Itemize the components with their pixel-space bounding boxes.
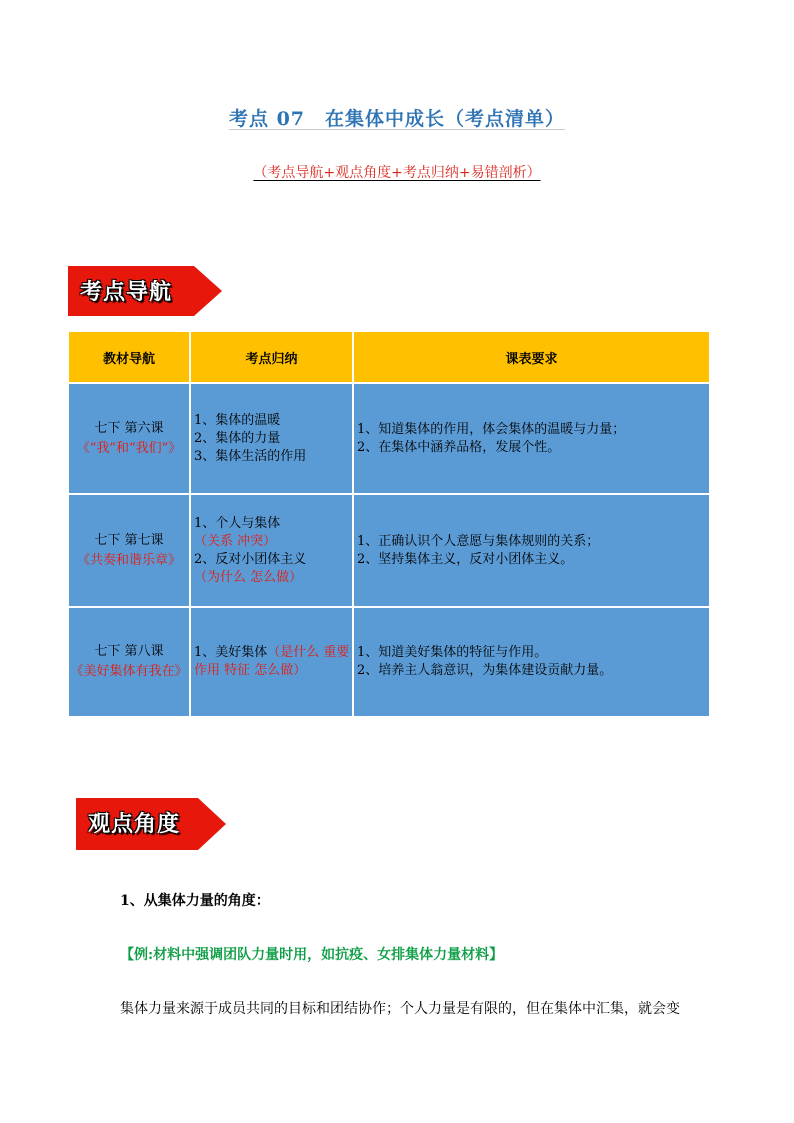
points-cell [190,494,353,607]
body-paragraph: 集体力量来源于成员共同的目标和团结协作；个人力量是有限的，但在集体中汇集，就会变 [120,1001,680,1017]
lesson-cell [68,494,190,607]
requirements-cell [353,383,710,494]
lesson-title: 七下 第八课 [94,644,164,659]
table-row [68,383,710,494]
requirement-item: 1、知道集体的作用，体会集体的温暖与力量； [357,421,626,437]
point-item: 1、个人与集体 [194,515,281,531]
table-header-row [68,331,710,383]
points-cell [190,607,353,717]
requirements-cell [353,607,710,717]
point-text: 1、美好集体 [194,645,268,660]
perspective-heading: 1、从集体力量的角度： [120,893,270,909]
points-cell [190,383,353,494]
requirement-item: 2、坚持集体主义，反对小团体主义。 [357,551,574,567]
table-row [68,607,710,717]
point-note: （是什么 重要作用 特征 怎么做） [194,645,350,678]
course-name: 《“我”和“我们”》 [76,440,182,456]
table-header-cell: 课表要求 [353,331,710,383]
point-item: 1、集体的温暖 [194,412,281,428]
lesson-title: 七下 第七课 [94,532,164,548]
requirement-item: 2、培养主人翁意识，为集体建设贡献力量。 [357,663,613,678]
example-note: 【例:材料中强调团队力量时用，如抗疫、女排集体力量材料】 [120,947,504,963]
point-item [194,644,352,680]
point-item: 3、集体生活的作用 [194,448,307,464]
section-banner-guandian-jiaodu [76,798,228,848]
section-label: 观点角度 [88,812,181,837]
course-name: 《美好集体有我在》 [70,664,188,679]
page-subtitle: （考点导航+观点角度+考点归纳+易错剖析） [253,165,541,181]
requirements-cell [353,494,710,607]
table-row [68,494,710,607]
requirement-item: 2、在集体中涵养品格，发展个性。 [357,439,561,455]
lesson-cell [68,607,190,717]
table-header-cell: 考点归纳 [190,331,353,383]
course-name: 《共奏和谐乐章》 [76,552,181,568]
requirement-item: 1、知道美好集体的特征与作用。 [357,645,548,660]
lesson-cell [68,383,190,494]
section-banner-kaodian-daohang [68,266,224,316]
table-header-cell: 教材导航 [68,331,190,383]
section-label: 考点导航 [80,280,173,305]
point-item: 2、集体的力量 [194,430,281,446]
lesson-title: 七下 第六课 [94,420,164,436]
point-note: （为什么 怎么做） [194,569,303,585]
point-note: （关系 冲突） [194,533,277,549]
page-title: 考点 07 在集体中成长（考点清单） [228,108,566,130]
point-item: 2、反对小团体主义 [194,551,307,567]
requirement-item: 1、正确认识个人意愿与集体规则的关系； [357,533,600,549]
navigation-table [67,330,711,718]
